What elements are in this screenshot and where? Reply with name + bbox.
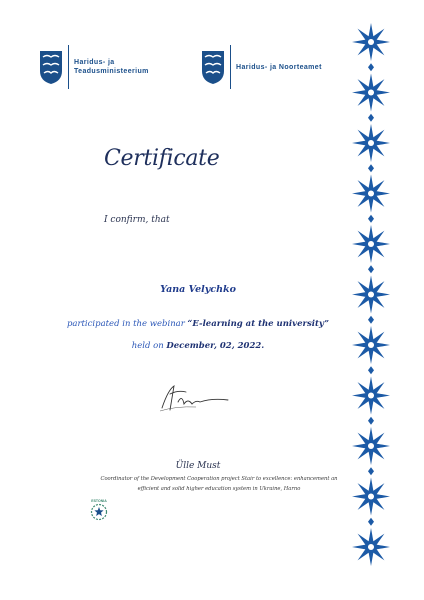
ornamental-star-border <box>350 22 392 578</box>
star-ornament-icon <box>352 326 390 364</box>
diamond-ornament-icon <box>368 215 374 223</box>
agency-name-line1: Haridus- ja Noorteamet <box>236 63 322 71</box>
star-ornament-icon <box>352 427 390 465</box>
star-ornament-icon <box>352 23 390 61</box>
agency-logo <box>200 44 322 90</box>
logo-divider <box>230 45 231 89</box>
held-prefix: held on <box>131 341 164 351</box>
estonia-badge-icon <box>88 497 110 523</box>
certificate-title: Certificate <box>104 146 220 171</box>
ministry-logo <box>38 44 149 90</box>
diamond-ornament-icon <box>368 265 374 273</box>
signer-name: Ülle Must <box>175 461 221 471</box>
diamond-ornament-icon <box>368 63 374 71</box>
star-ornament-icon <box>352 74 390 112</box>
star-ornament-icon <box>352 225 390 263</box>
diamond-ornament-icon <box>368 467 374 475</box>
handwritten-signature <box>156 380 236 414</box>
diamond-ornament-icon <box>368 114 374 122</box>
confirm-text: I confirm, that <box>104 215 170 225</box>
three-lions-crest-icon <box>200 49 226 85</box>
webinar-title: “E-learning at the university” <box>187 319 330 329</box>
star-ornament-icon <box>352 276 390 314</box>
diamond-ornament-icon <box>368 518 374 526</box>
star-ornament-icon <box>352 528 390 566</box>
ministry-name-line1: Haridus- ja <box>74 59 115 66</box>
diamond-ornament-icon <box>368 164 374 172</box>
star-ornament-icon <box>352 124 390 162</box>
diamond-ornament-icon <box>368 316 374 324</box>
held-on-line <box>0 341 396 351</box>
logo-divider <box>68 45 69 89</box>
diamond-ornament-icon <box>368 366 374 374</box>
svg-text:ESTONIA: ESTONIA <box>91 499 107 503</box>
star-ornament-icon <box>352 478 390 516</box>
diamond-ornament-icon <box>368 417 374 425</box>
star-ornament-icon <box>352 377 390 415</box>
ministry-name <box>74 58 149 76</box>
held-date: December, 02, 2022. <box>166 341 265 351</box>
agency-name <box>236 63 322 72</box>
ministry-name-line2: Teadusministeerium <box>74 68 149 75</box>
participation-line <box>0 319 396 329</box>
signer-role: Coordinator of the Development Cooperation project Stair to excellence: enhancement an efficient and solid higher education system in Ukraine, Harno <box>100 476 338 492</box>
three-lions-crest-icon <box>38 49 64 85</box>
participated-prefix: participated in the webinar <box>66 319 185 329</box>
recipient-name: Yana Velychko <box>160 284 236 295</box>
star-ornament-icon <box>352 175 390 213</box>
